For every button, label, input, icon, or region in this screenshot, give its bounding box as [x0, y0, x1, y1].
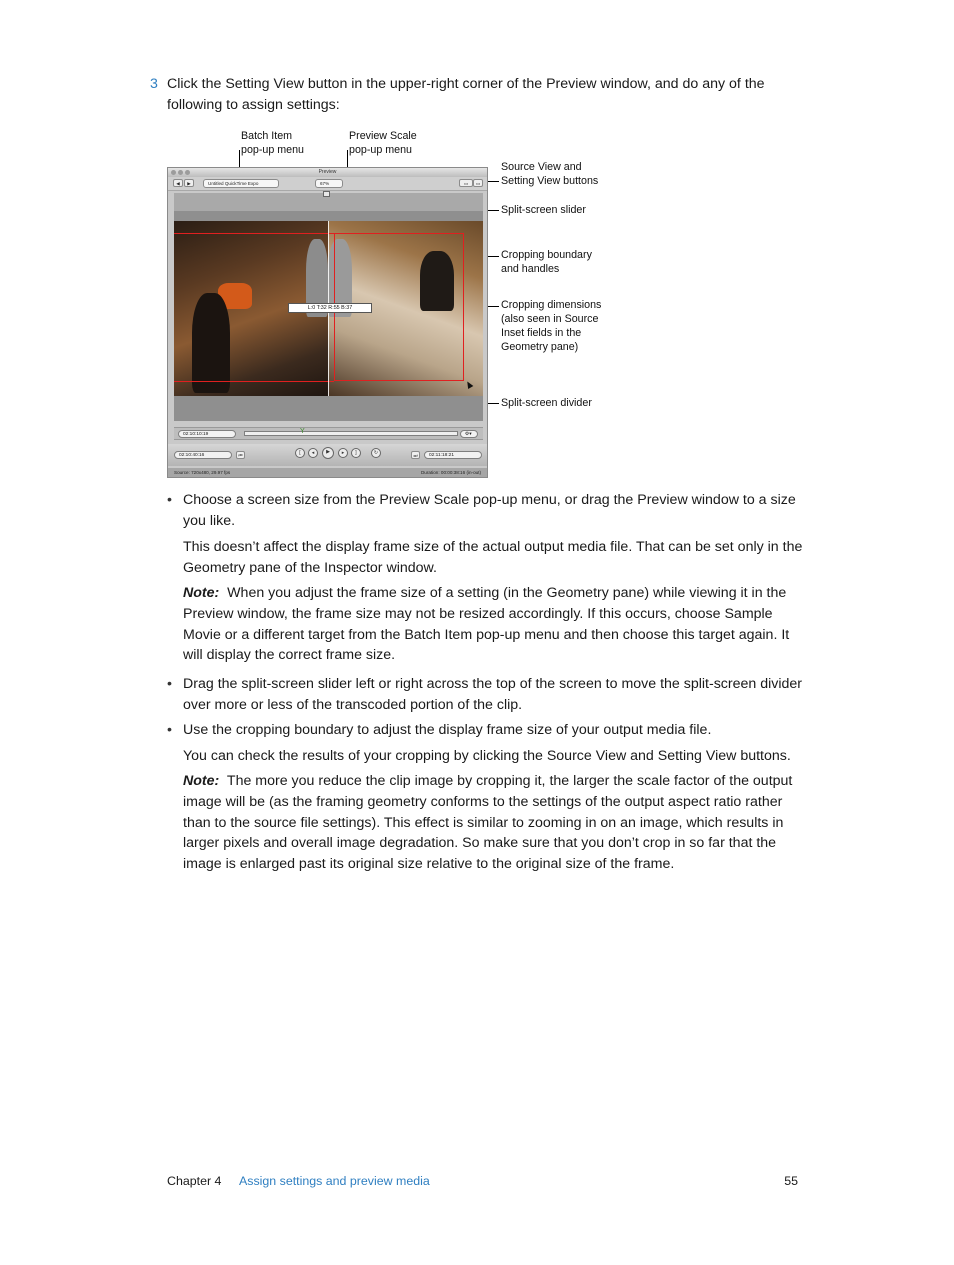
note-label: Note: [183, 585, 220, 601]
current-timecode[interactable]: 02:10:40:16 [174, 451, 232, 459]
timeline-options-popup[interactable]: ⚙▾ [460, 430, 478, 438]
timeline-bar [174, 427, 483, 440]
step-forward-button[interactable]: ▸ [338, 448, 348, 458]
bullet-1-note [183, 583, 803, 666]
seated-person [192, 293, 230, 393]
video-preview-area [174, 211, 483, 421]
play-button[interactable]: ▶ [322, 447, 334, 459]
cropping-dimensions: L:0 T:32 R:55 B:37 [288, 303, 372, 313]
batch-item-popup[interactable]: Untitled QuickTime Expo [203, 179, 279, 188]
footer-chapter: Chapter 4 [167, 1174, 222, 1188]
crop-top-guide [174, 233, 334, 234]
step-number: 3 [150, 76, 158, 92]
preview-scale-popup[interactable]: 67% [315, 179, 343, 188]
window-title: Preview [318, 169, 337, 175]
crop-bottom-guide [174, 381, 334, 382]
bullet-3-text: Use the cropping boundary to adjust the display frame size of your output media file. [183, 722, 712, 738]
window-toolbar [168, 177, 487, 191]
timeline-scrubber[interactable] [244, 431, 458, 436]
bullet-3-followup: You can check the results of your cropping by clicking the Source View and Setting View buttons. [183, 748, 791, 764]
next-target-button[interactable]: ▶ [184, 179, 194, 187]
note-text: The more you reduce the clip image by cropping it, the larger the scale factor of the output image will be (as the framing geometry conforms to the settings of the output aspect ratio rather than to the source file settings). This effect is similar to zooming in on an image, which results in larger pixels and overall image degradation. So make sure that you don’t crop in so far that the image is enlarged past its original size relative to the original size of the frame. [183, 773, 793, 873]
transport-controls [168, 444, 487, 466]
go-to-in-button[interactable]: ⏮ [236, 451, 245, 459]
source-view-button[interactable]: ▭ [459, 179, 473, 187]
out-point-timecode[interactable]: 02:11:18:21 [424, 451, 482, 459]
duration-info: Duration: 00:00:38:16 (in-out) [420, 470, 481, 475]
mark-in-button[interactable]: [ [295, 448, 305, 458]
callout-split-divider: Split-screen divider [501, 397, 592, 409]
callout-split-slider: Split-screen slider [501, 204, 586, 216]
callout-batch-item: Batch Item pop-up menu [241, 130, 304, 156]
bullet-2-text: Drag the split-screen slider left or right across the top of the screen to move the split-screen divider over more or less of the transcoded portion of the clip. [183, 676, 803, 713]
window-status-bar [168, 468, 487, 477]
bullet-3-note [183, 771, 803, 875]
bullet-marker: • [167, 492, 172, 508]
bullet-1-followup: This doesn’t affect the display frame size of the actual output media file. That can be set only in the Geometry pane of the Inspector window. [183, 539, 803, 576]
page-number: 55 [784, 1174, 798, 1188]
split-screen-slider[interactable] [323, 191, 330, 197]
callout-preview-scale: Preview Scale pop-up menu [349, 130, 417, 156]
source-info: Source: 720x480, 29.97 fps [174, 470, 231, 475]
loop-button[interactable]: ↻ [371, 448, 381, 458]
previous-target-button[interactable]: ◀ [173, 179, 183, 187]
go-to-out-button[interactable]: ⏭ [411, 451, 420, 459]
in-point-timecode[interactable]: 02:10:10:19 [178, 430, 236, 438]
bullet-1-text: Choose a screen size from the Preview Scale pop-up menu, or drag the Preview window to a size you like. [183, 492, 796, 529]
bullet-marker: • [167, 676, 172, 692]
bullet-marker: • [167, 722, 172, 738]
step-back-button[interactable]: ◂ [308, 448, 318, 458]
playhead-icon[interactable]: Y [300, 428, 305, 435]
note-label: Note: [183, 773, 220, 789]
step-instruction: Click the Setting View button in the upper-right corner of the Preview window, and do any of the following to assign settings: [167, 76, 765, 113]
footer-chapter-title[interactable]: Assign settings and preview media [239, 1174, 430, 1188]
preview-window [167, 167, 488, 478]
mark-out-button[interactable]: ] [351, 448, 361, 458]
note-text: When you adjust the frame size of a setting (in the Geometry pane) while viewing it in the Preview window, the frame size may not be resized accordingly. If this occurs, choose Sample Movie or a different target from the Batch Item pop-up menu and then choose this target again. It will display the correct frame size. [183, 585, 790, 664]
setting-view-button[interactable]: ▭ [473, 179, 483, 187]
callout-cropping-boundary: Cropping boundary and handles [501, 249, 592, 275]
callout-cropping-dimensions: Cropping dimensions (also seen in Source Inset fields in the Geometry pane) [501, 299, 602, 353]
callout-view-buttons: Source View and Setting View buttons [501, 161, 599, 187]
